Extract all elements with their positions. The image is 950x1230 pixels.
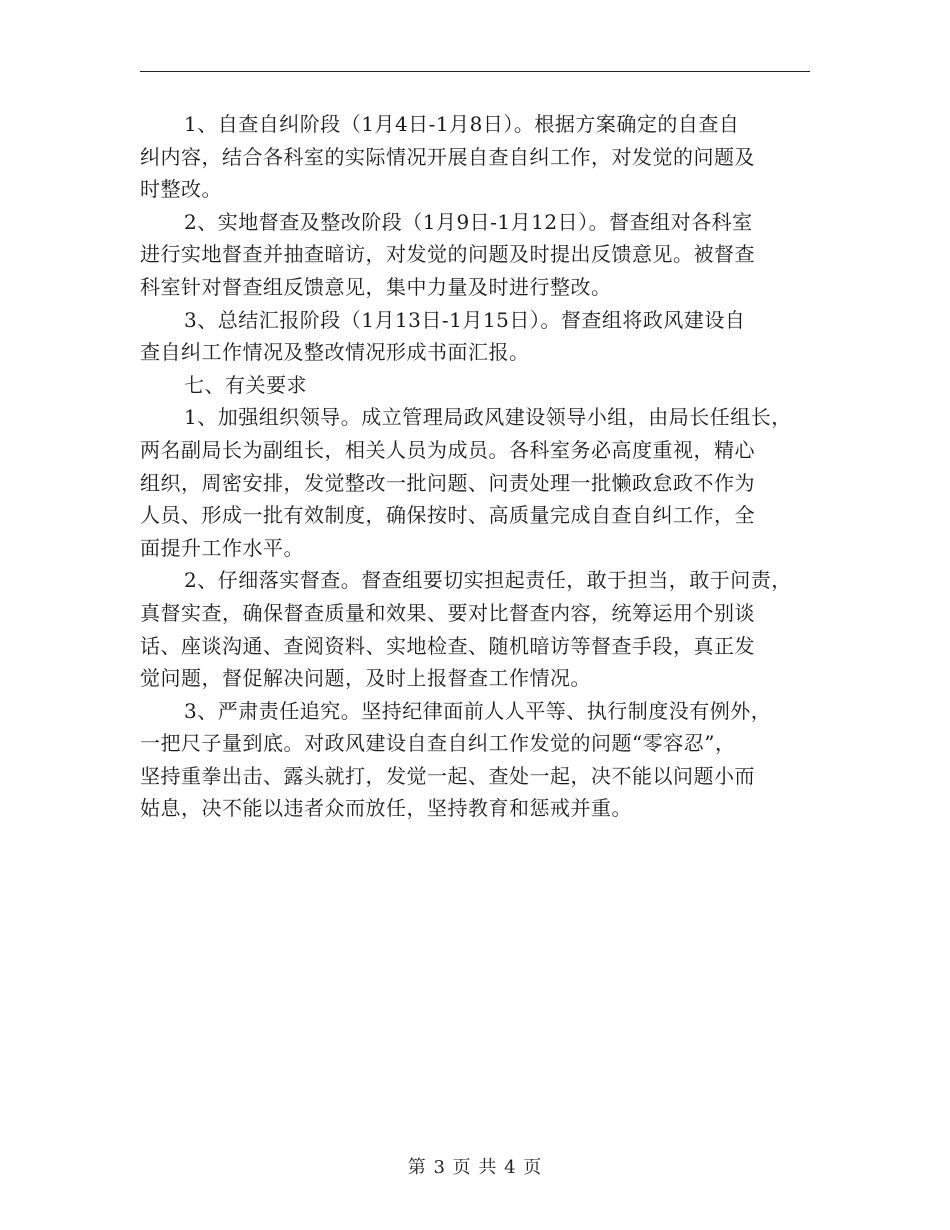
text-line: 面提升工作水平。 bbox=[140, 535, 304, 560]
page-number: 第 3 页 共 4 页 bbox=[407, 1157, 543, 1178]
text-line: 坚持重拳出击、露头就打，发觉一起、查处一起，决不能以问题小而 bbox=[140, 763, 755, 788]
section-heading: 七、有关要求 bbox=[184, 372, 307, 397]
text-line: 一把尺子量到底。对政风建设自查自纠工作发觉的问题“零容忍”， bbox=[140, 731, 736, 756]
text-line: 时整改。 bbox=[140, 177, 222, 202]
paragraph-stage-3 bbox=[140, 304, 820, 369]
text-line: 纠内容，结合各科室的实际情况开展自查自纠工作，对发觉的问题及 bbox=[140, 144, 755, 169]
text-line: 人员、形成一批有效制度，确保按时、高质量完成自查自纠工作，全 bbox=[140, 503, 755, 528]
paragraph-requirement-3 bbox=[140, 695, 820, 825]
text-line: 3、总结汇报阶段（1月13日-1月15日）。督查组将政风建设自 bbox=[184, 307, 746, 332]
text-line: 科室针对督查组反馈意见，集中力量及时进行整改。 bbox=[140, 274, 612, 299]
text-line: 觉问题，督促解决问题，及时上报督查工作情况。 bbox=[140, 666, 591, 691]
document-body bbox=[140, 108, 820, 825]
paragraph-requirement-2 bbox=[140, 564, 820, 694]
text-line: 两名副局长为副组长，相关人员为成员。各科室务必高度重视，精心 bbox=[140, 437, 755, 462]
text-line: 真督实查，确保督查质量和效果、要对比督查内容，统筹运用个别谈 bbox=[140, 600, 755, 625]
text-line: 2、实地督查及整改阶段（1月9日-1月12日）。督查组对各科室 bbox=[184, 209, 753, 234]
text-line: 姑息，决不能以违者众而放任，坚持教育和惩戒并重。 bbox=[140, 796, 632, 821]
text-line: 话、座谈沟通、查阅资料、实地检查、随机暗访等督查手段，真正发 bbox=[140, 633, 755, 658]
text-line: 查自纠工作情况及整改情况形成书面汇报。 bbox=[140, 340, 530, 365]
text-line: 组织，周密安排，发觉整改一批问题、问责处理一批懒政怠政不作为 bbox=[140, 470, 755, 495]
header-rule bbox=[140, 71, 810, 72]
text-line: 2、仔细落实督查。督查组要切实担起责任，敢于担当，敢于问责， bbox=[184, 568, 792, 593]
paragraph-requirement-1 bbox=[140, 401, 820, 564]
text-line: 进行实地督查并抽查暗访，对发觉的问题及时提出反馈意见。被督查 bbox=[140, 242, 755, 267]
paragraph-stage-1 bbox=[140, 108, 820, 206]
section-heading-requirements bbox=[140, 369, 820, 402]
paragraph-stage-2 bbox=[140, 206, 820, 304]
text-line: 3、严肃责任追究。坚持纪律面前人人平等、执行制度没有例外， bbox=[184, 698, 772, 723]
text-line: 1、加强组织领导。成立管理局政风建设领导小组，由局长任组长， bbox=[184, 405, 792, 430]
text-line: 1、自查自纠阶段（1月4日-1月8日）。根据方案确定的自查自 bbox=[184, 112, 740, 136]
